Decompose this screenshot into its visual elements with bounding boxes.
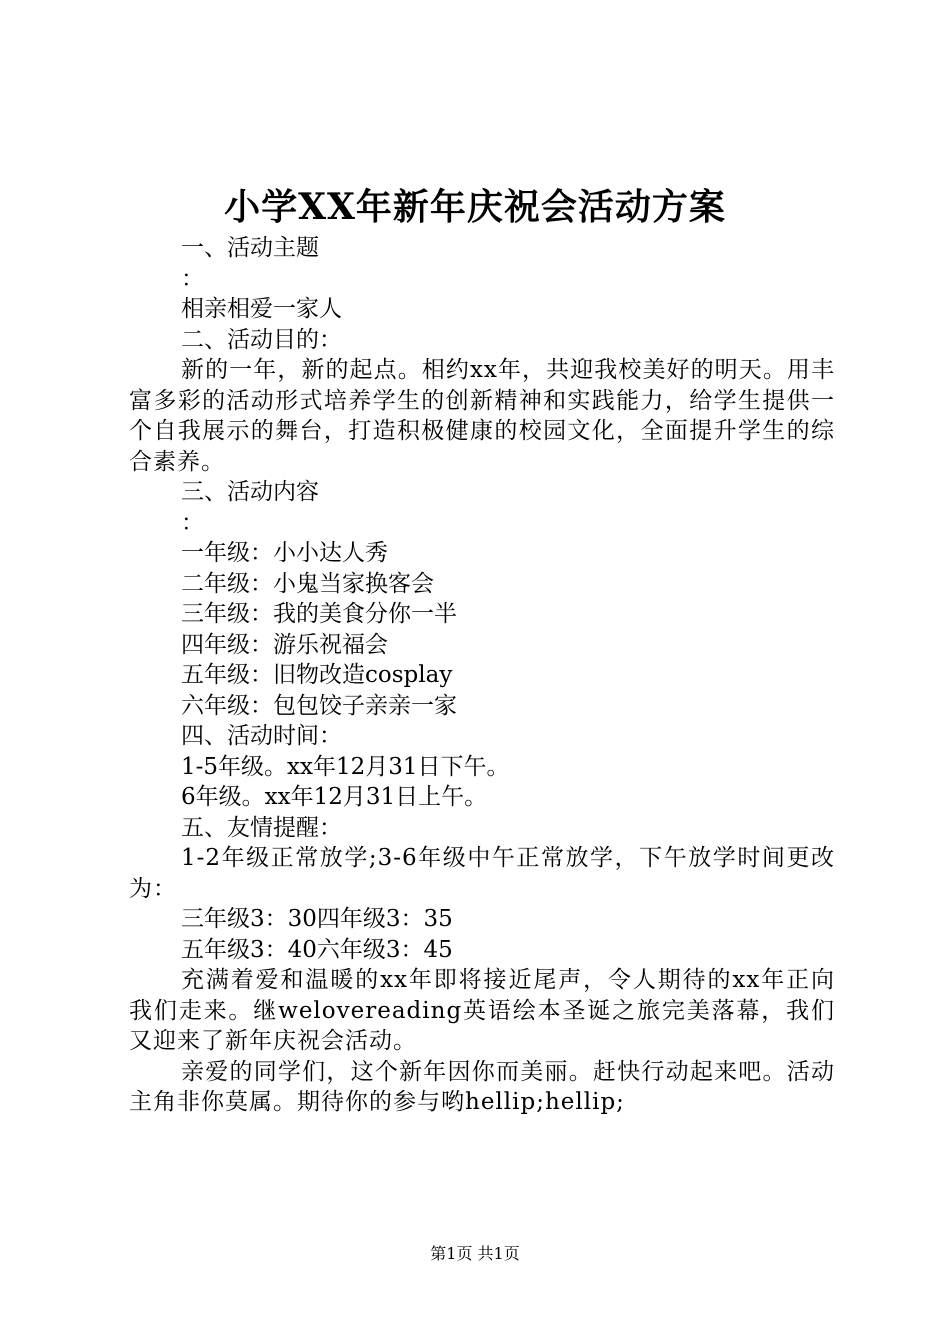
- section-4-heading: 四、活动时间：: [181, 723, 342, 749]
- page-footer: 第1页 共1页: [430, 1244, 520, 1263]
- closing-paragraph-1: 充满着爱和温暖的xx年即将接近尾声，令人期待的xx年正向我们走来。继welovereading英语绘本圣诞之旅完美落幕，我们又迎来了新年庆祝会活动。: [129, 967, 835, 1054]
- section-1-heading: 一、活动主题: [181, 235, 319, 261]
- grade-activity-item: 四年级：游乐祝福会: [181, 631, 388, 658]
- activity-purpose-paragraph: 新的一年，新的起点。相约xx年，共迎我校美好的明天。用丰富多彩的活动形式培养学生的创新精神和实践能力，给学生提供一个自我展示的舞台，打造积极健康的校园文化，全面提升学生的综合素养。: [129, 357, 835, 475]
- section-2-heading: 二、活动目的：: [181, 326, 342, 353]
- section-5-heading: 五、友情提醒：: [181, 814, 342, 841]
- activity-time-item: 1-5年级。xx年12月31日下午。: [181, 753, 510, 780]
- reminder-paragraph: 1-2年级正常放学;3-6年级中午正常放学，下午放学时间更改为：: [129, 845, 835, 902]
- document-title: 小学XX年新年庆祝会活动方案: [224, 186, 726, 228]
- dismissal-time-line: 三年级3：30四年级3：35: [181, 906, 453, 932]
- grade-activity-item: 五年级：旧物改造cosplay: [181, 662, 453, 688]
- dismissal-time-line: 五年级3：40六年级3：45: [181, 936, 453, 963]
- closing-paragraph-2: 亲爱的同学们，这个新年因你而美丽。赶快行动起来吧。活动主角非你莫属。期待你的参与哟hellip;hellip;: [129, 1058, 835, 1115]
- grade-activity-item: 一年级：小小达人秀: [181, 540, 388, 566]
- document-body: [129, 233, 835, 1118]
- grade-activity-item: 六年级：包包饺子亲亲一家: [181, 692, 457, 719]
- grade-activity-item: 二年级：小鬼当家换客会: [181, 570, 434, 597]
- activity-theme: 相亲相爱一家人: [181, 296, 342, 322]
- section-1-colon: ：: [181, 265, 204, 292]
- section-3-colon: ：: [181, 509, 204, 536]
- activity-time-item: 6年级。xx年12月31日上午。: [181, 784, 488, 810]
- grade-activity-item: 三年级：我的美食分你一半: [181, 601, 457, 627]
- section-3-heading: 三、活动内容: [181, 479, 319, 505]
